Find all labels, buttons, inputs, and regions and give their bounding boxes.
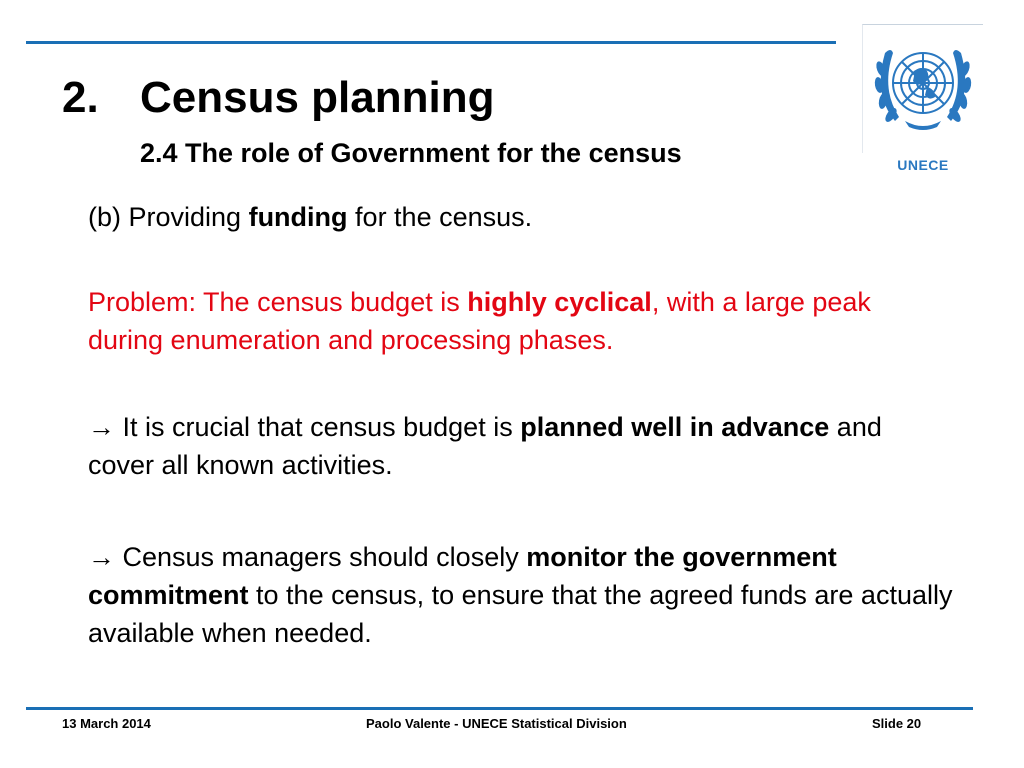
arrow-icon: → (88, 542, 115, 572)
unece-logo (862, 24, 983, 173)
text-fragment: for the census. (347, 202, 533, 232)
text-fragment: It is crucial that census budget is (115, 412, 521, 442)
emphasis: funding (248, 202, 348, 232)
unece-label: UNECE (897, 157, 949, 173)
arrow-icon: → (88, 412, 115, 442)
bottom-divider (26, 707, 973, 710)
top-divider (26, 41, 836, 44)
emphasis: monitor the government commitment (88, 542, 837, 610)
text-fragment: (b) Providing (88, 202, 249, 232)
text-fragment: to the census, to ensure that the agreed funds are actually available when needed. (88, 580, 953, 648)
text-fragment: and cover all known activities. (88, 412, 882, 480)
slide-subtitle: 2.4 The role of Government for the census (140, 138, 682, 168)
un-emblem-icon (865, 25, 981, 149)
footer-date: 13 March 2014 (62, 716, 151, 731)
slide-title: Census planning (140, 73, 495, 122)
text-fragment: Census managers should closely (115, 542, 527, 572)
text-fragment: Problem: The census budget is (88, 287, 468, 317)
emphasis: highly cyclical (467, 287, 652, 317)
budget-paragraph (88, 408, 948, 484)
funding-paragraph (88, 198, 532, 236)
problem-paragraph (88, 283, 948, 359)
footer-author: Paolo Valente - UNECE Statistical Division (366, 716, 627, 731)
monitor-paragraph (88, 538, 958, 652)
emphasis: planned well in advance (520, 412, 830, 442)
footer-slide-number: Slide 20 (872, 716, 922, 731)
section-number: 2. (62, 73, 99, 122)
text-fragment: , with a large peak during enumeration and processing phases. (88, 287, 871, 355)
